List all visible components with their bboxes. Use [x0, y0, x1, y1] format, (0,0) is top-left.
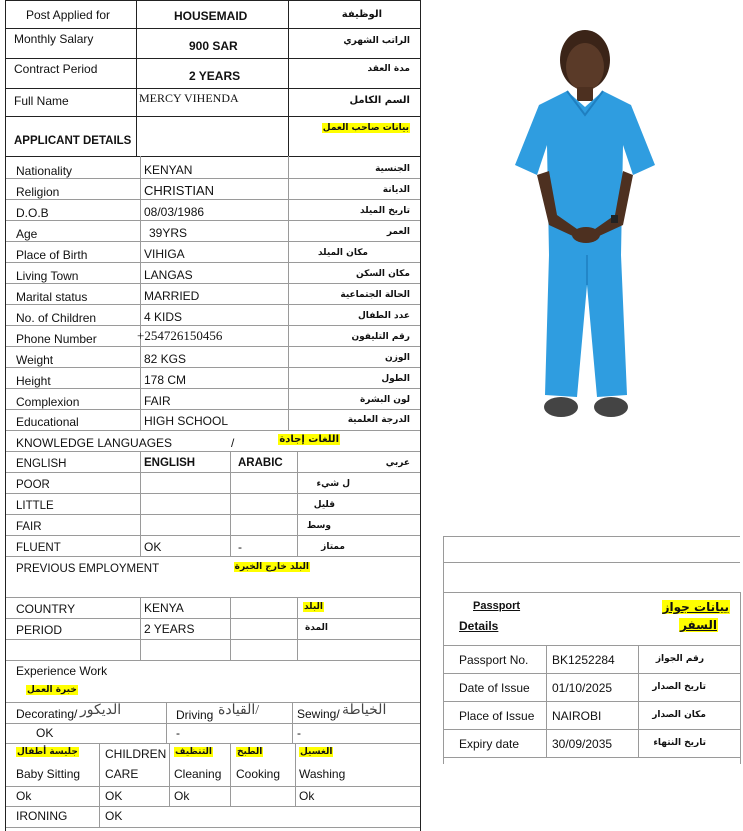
detail-label: Phone Number	[16, 332, 97, 346]
detail-value: +254726150456	[137, 328, 223, 343]
detail-value: VIHIGA	[144, 247, 185, 261]
decorating-label-ar: الديكور	[80, 703, 122, 718]
country-value: KENYA	[144, 601, 184, 615]
skill-label-ar: جليسة أطفال	[17, 747, 78, 757]
detail-value: KENYAN	[144, 163, 193, 177]
skill-label: Baby Sitting	[16, 767, 81, 781]
ironing-label: IRONING	[16, 809, 68, 823]
driving-value: -	[176, 726, 180, 740]
level-label: FLUENT	[16, 542, 61, 554]
detail-label: Living Town	[16, 269, 79, 283]
full-name-value: MERCY VIHENDA	[139, 91, 239, 105]
detail-value: 4 KIDS	[144, 310, 183, 324]
level-label: LITTLE	[16, 500, 54, 512]
detail-value: 39YRS	[149, 226, 188, 240]
experience-title: Experience Work	[16, 664, 108, 678]
detail-label-ar: تاريخ الميلد	[360, 206, 410, 216]
detail-label-ar: الحالة الجتماعية	[340, 290, 410, 300]
detail-label-ar: الجنسية	[375, 164, 410, 174]
detail-label-ar: عدد الطفال	[358, 311, 410, 321]
passport-row-label: Passport No.	[459, 653, 529, 667]
detail-label: Age	[16, 227, 38, 241]
detail-value: 82 KGS	[144, 352, 187, 366]
skill-label: Cleaning	[174, 767, 222, 781]
detail-value: LANGAS	[144, 268, 193, 282]
detail-label: Educational	[16, 415, 79, 429]
passport-row-label: Expiry date	[459, 737, 520, 751]
skill-value: Ok	[299, 789, 315, 803]
passport-row-value: 30/09/2035	[552, 737, 613, 751]
salary-label-ar: الراتب الشهري	[343, 36, 410, 46]
detail-label: Marital status	[16, 290, 88, 304]
contract-value: 2 YEARS	[189, 69, 241, 83]
detail-label: Complexion	[16, 395, 80, 409]
detail-label: Place of Birth	[16, 248, 88, 262]
detail-label-ar: رقم التليفون	[351, 332, 410, 342]
applicant-photo	[505, 15, 670, 440]
skill-label: Cooking	[236, 767, 281, 781]
languages-title: KNOWLEDGE LANGUAGES	[16, 436, 173, 450]
driving-label: Driving	[176, 708, 214, 722]
salary-label: Monthly Salary	[14, 32, 94, 46]
level-label: POOR	[16, 479, 50, 491]
detail-label: Religion	[16, 185, 60, 199]
detail-label-ar: مكان السكن	[356, 269, 410, 279]
level-label-ar: قليل	[313, 500, 335, 510]
level-label-ar: ممتاز	[321, 542, 345, 552]
passport-row-value: NAIROBI	[552, 709, 602, 723]
period-label-ar: المدة	[304, 623, 328, 633]
detail-label: Weight	[16, 353, 54, 367]
contract-label: Contract Period	[14, 62, 98, 76]
skill-label-ar: التنظيف	[175, 747, 212, 757]
passport-row-value: BK1252284	[552, 653, 615, 667]
sewing-value: -	[297, 726, 301, 740]
decorating-label: Decorating/	[16, 707, 78, 721]
passport-row-label: Place of Issue	[459, 709, 535, 723]
salary-value: 900 SAR	[189, 39, 238, 53]
passport-title: Passport	[473, 600, 521, 612]
detail-label: Nationality	[16, 164, 73, 178]
detail-label: Height	[16, 374, 51, 388]
full-name-label-ar: السم الكامل	[349, 95, 410, 106]
full-name-label: Full Name	[14, 94, 69, 108]
country-label: COUNTRY	[16, 602, 76, 616]
ironing-value: OK	[105, 809, 123, 823]
contract-label-ar: مدة العقد	[367, 64, 410, 74]
language-label: ENGLISH	[16, 458, 67, 470]
fluent-english-value: OK	[144, 540, 162, 554]
applicant-details-label-ar: بيانات صاحب العمل	[322, 123, 409, 133]
detail-label-ar: الدرجة العلمية	[347, 415, 410, 425]
detail-label-ar: الديانة	[382, 185, 410, 195]
experience-title-ar: خبرة العمل	[27, 685, 77, 695]
detail-label-ar: لون البشرة	[359, 395, 410, 405]
passport-row-label: Date of Issue	[459, 681, 530, 695]
detail-label-ar: مكان الميلد	[317, 248, 368, 258]
skill-label: CHILDREN	[105, 747, 167, 761]
post-label-ar: الوظيفة	[341, 9, 382, 20]
detail-value: 08/03/1986	[144, 205, 205, 219]
detail-label: D.O.B	[16, 206, 49, 220]
detail-value: FAIR	[144, 394, 171, 408]
passport-row-value: 01/10/2025	[552, 681, 613, 695]
post-label: Post Applied for	[26, 8, 111, 22]
skill-value: Ok	[16, 789, 32, 803]
col-english: ENGLISH	[144, 457, 196, 469]
skill-label: Washing	[299, 767, 346, 781]
applicant-details-label: APPLICANT DETAILS	[14, 135, 132, 147]
passport-title-ar-line2: السفر	[680, 618, 717, 632]
sewing-label: Sewing/	[297, 707, 340, 721]
skill-label-line2: CARE	[105, 767, 139, 781]
passport-row-label-ar: تاريخ الصدار	[652, 682, 706, 692]
skill-value: Ok	[174, 789, 190, 803]
level-label: FAIR	[16, 521, 42, 533]
period-label: PERIOD	[16, 623, 63, 637]
skill-label-ar: الغسيل	[300, 747, 333, 757]
skill-label-ar: الطبخ	[237, 747, 263, 757]
passport-title-ar: بيانات جواز	[662, 600, 729, 614]
passport-row-label-ar: تاريخ النتهاء	[653, 738, 706, 748]
skill-value: OK	[105, 789, 123, 803]
detail-label-ar: العمر	[386, 227, 410, 237]
language-label-ar: عربي	[385, 458, 410, 468]
languages-title-ar: اللغات إجادة	[279, 434, 339, 445]
previous-employment-title-ar: البلد خارج الخبرة	[234, 562, 309, 572]
application-form	[5, 0, 421, 831]
level-label-ar: ل شيء	[316, 479, 350, 489]
detail-label-ar: الطول	[381, 374, 410, 384]
previous-employment-title: PREVIOUS EMPLOYMENT	[16, 563, 160, 575]
detail-value: 178 CM	[144, 373, 187, 387]
fluent-arabic-value: -	[238, 540, 242, 554]
period-value: 2 YEARS	[144, 622, 195, 636]
country-label-ar: البلد	[303, 602, 323, 612]
detail-value: HIGH SCHOOL	[144, 414, 229, 428]
level-label-ar: وسط	[306, 521, 331, 531]
passport-row-label-ar: رقم الجواز	[655, 654, 704, 664]
detail-label: No. of Children	[16, 311, 97, 325]
detail-value: CHRISTIAN	[144, 183, 215, 198]
passport-title-line2: Details	[459, 619, 499, 633]
passport-details-table	[443, 536, 740, 764]
driving-label-ar: القيادة/	[218, 703, 260, 718]
col-arabic: ARABIC	[238, 457, 283, 469]
post-value: HOUSEMAID	[174, 9, 248, 23]
passport-row-label-ar: مكان الصدار	[652, 710, 706, 720]
languages-slash: /	[231, 436, 235, 450]
sewing-label-ar: الخياطة	[342, 703, 387, 718]
decorating-value: OK	[36, 726, 54, 740]
detail-value: MARRIED	[144, 289, 200, 303]
detail-label-ar: الوزن	[385, 353, 410, 363]
